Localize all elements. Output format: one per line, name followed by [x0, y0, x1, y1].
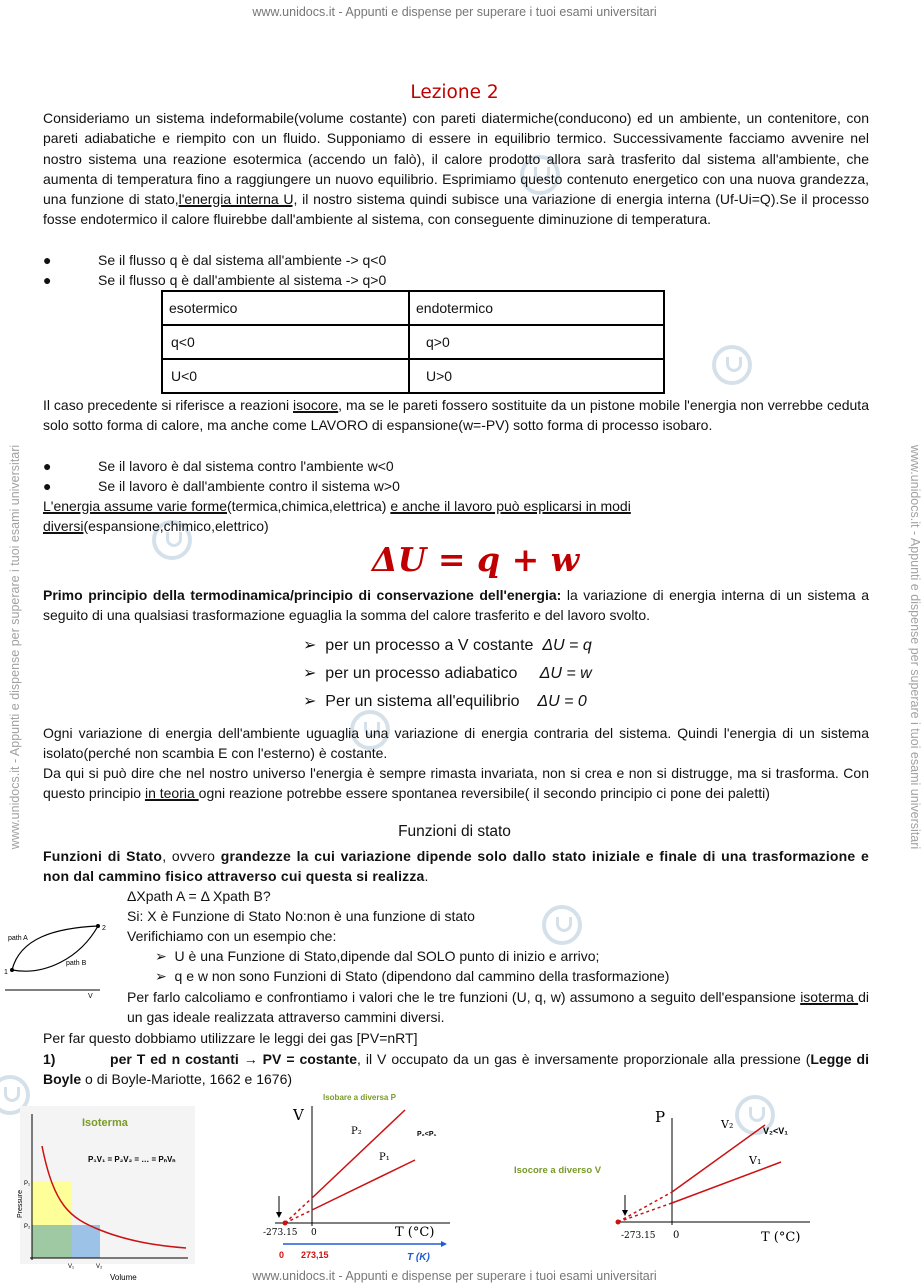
kelvin-axis-label: T (K): [407, 1252, 430, 1263]
gas-laws-line: Per far questo dobbiamo utilizzare le leggi dei gas [PV=nRT]: [43, 1030, 418, 1046]
isotherm-title: Isoterma: [82, 1117, 128, 1129]
table-cell: endotermico: [409, 291, 664, 325]
isotherm-equation: P₁V₁ = P₂V₂ = … = PₙVₙ: [88, 1155, 176, 1164]
isobar-note: P₂<P₁: [417, 1131, 437, 1138]
energy-forms-paragraph: L'energia assume varie forme(termica,chimica,elettrica) e anche il lavoro può esplicarsi in modi diversi(espansione,chimico,elettrico): [43, 498, 631, 535]
state-function-answer: Si: X è Funzione di Stato No:non è una funzione di stato: [127, 908, 475, 924]
isobar-zero-label: 0: [311, 1228, 317, 1238]
isocore-paragraph: Il caso precedente si riferisce a reazioni isocore, ma se le pareti fossero sostituite da un pistone mobile l'energia non verrebbe ceduta solo sotto forma di calore, ma anche come LAVORO di espansione(w=-PV) sotto forma di processo isobaro.: [43, 397, 869, 434]
isobar-tzero-label: -273.15: [263, 1228, 298, 1238]
isochore-t-axis: T (°C): [761, 1230, 801, 1245]
p2-label: P₂: [24, 1224, 31, 1230]
table-cell: U>0: [409, 359, 664, 393]
calc-paragraph: Per farlo calcoliamo e confrontiamo i valori che le tre funzioni (U, q, w) assumono a seguito dell'espansione isoterma di un gas ideale realizzata attraverso cammini diversi.: [127, 989, 869, 1026]
isochore-v1-label: V₁: [749, 1154, 762, 1167]
table-cell: q<0: [162, 325, 409, 359]
footer-watermark: www.unidocs.it - Appunti e dispense per superare i tuoi esami universitari: [252, 1269, 657, 1283]
v-label: V: [88, 993, 93, 1000]
isochore-tzero-label: -273.15: [621, 1231, 656, 1241]
isobar-v-axis: V: [293, 1106, 304, 1124]
left-watermark: www.unidocs.it - Appunti e dispense per superare i tuoi esami universitari: [8, 444, 22, 850]
kelvin-27315-label: 273,15: [301, 1250, 329, 1260]
first-law-formula: ΔU = q + w: [372, 540, 580, 579]
case-item: ➢ per un processo a V costante ΔU = q: [303, 637, 592, 654]
isobar-chart: [255, 1088, 455, 1263]
right-watermark: www.unidocs.it - Appunti e dispense per superare i tuoi esami universitari: [908, 444, 922, 850]
point-2-label: 2: [102, 925, 106, 932]
first-principle-paragraph: Primo principio della termodinamica/principio di conservazione dell'energia: la variazione di energia interna di un sistema a seguito di una qualsiasi trasformazione eguaglia la somma del calore trasferito e del lavoro svolto.: [43, 587, 869, 624]
isochore-note: V₂<V₁: [763, 1126, 788, 1136]
page-title: Lezione 2: [410, 82, 499, 103]
list-item: ➢ U è una Funzione di Stato,dipende dal SOLO punto di inizio e arrivo;: [155, 948, 600, 964]
path-diagram: [0, 918, 108, 1000]
pressure-axis-label: Pressure: [17, 1189, 24, 1218]
path-a-label: path A: [8, 935, 28, 942]
table-cell: U<0: [162, 359, 409, 393]
isotherm-chart: [10, 1106, 200, 1284]
isobar-t-axis: T (°C): [395, 1225, 435, 1240]
point-1-label: 1: [4, 969, 8, 976]
p1-label: P₁: [24, 1181, 31, 1187]
isochore-zero-label: 0: [673, 1230, 680, 1241]
verify-line: Verifichiamo con un esempio che:: [127, 928, 337, 944]
isochore-title: Isocore a diverso V: [514, 1165, 602, 1176]
volume-axis-label: Volume: [110, 1273, 137, 1282]
universe-paragraph: Da qui si può dire che nel nostro universo l'energia è sempre rimasta invariata, non si crea e non si distrugge, ma si trasforma. Con questo principio in teoria ogni reazione potrebbe essere spontanea reversibile( il secondo principio ci pone dei paletti): [43, 765, 869, 802]
energy-sign-table: [161, 290, 665, 394]
v2-label: V₂: [96, 1264, 103, 1270]
isolated-system-paragraph: Ogni variazione di energia dell'ambiente uguaglia una variazione di energia contraria del sistema. Quindi l'energia di un sistema isolato(perché non scambia E con l'esterno) è costante.: [43, 725, 869, 762]
kelvin-zero-label: 0: [279, 1250, 285, 1260]
isobar-p1-label: P₁: [379, 1152, 390, 1163]
path-question: ΔXpath A = Δ Xpath B?: [127, 888, 271, 904]
state-function-definition: Funzioni di Stato, ovvero grandezze la cui variazione dipende solo dallo stato iniziale e finale di una trasformazione e non dal cammino fisico attraverso cui questa si realizza.: [43, 848, 869, 885]
list-item: ➢ q e w non sono Funzioni di Stato (dipendono dal cammino della trasformazione): [155, 968, 670, 984]
case-item: ➢ Per un sistema all'equilibrio ΔU = 0: [303, 693, 587, 710]
table-cell: esotermico: [162, 291, 409, 325]
intro-paragraph: Consideriamo un sistema indeformabile(volume costante) con pareti diatermiche(conducono) ed un ambiente, un contenitore, con pareti adiabatiche e riempito con un fluido. Supponiamo di essere in equilibrio termico. Successivamente facciamo avvenire nel nostro sistema una reazione esotermica (accendo un falò), il calore prodotto allora sarà trasferito dal sistema all'ambiente, che aumenta di temperatura fino a raggiungere un nuovo equilibrio. Esprimiamo questo contenuto energetico con una nuova grandezza, una funzione di stato,l'energia interna U, il nostro sistema quindi subisce una variazione di energia interna (Uf-Ui=Q).Se il processo fosse endotermico il calore fluirebbe dall'ambiente al sistema, con conseguente diminuzione di temperatura.: [43, 110, 869, 228]
isobar-title: Isobare a diversa P: [323, 1093, 396, 1102]
v1-label: V₁: [68, 1264, 75, 1270]
section-title: Funzioni di stato: [398, 823, 511, 840]
isochore-p-axis: P: [655, 1108, 666, 1126]
boyle-law-paragraph: 1) per T ed n costanti → PV = costante, il V occupato da un gas è inversamente proporzionale alla pressione (Legge di Boyle o di Boyle-Mariotte, 1662 e 1676): [43, 1051, 869, 1088]
isobar-p2-label: P₂: [351, 1126, 362, 1137]
unidocs-logo-icon: [542, 905, 582, 945]
unidocs-logo-icon: [712, 345, 752, 385]
path-b-label: path B: [66, 960, 87, 967]
case-item: ➢ per un processo adiabatico ΔU = w: [303, 665, 592, 682]
isochore-chart: [615, 1100, 815, 1250]
header-watermark: www.unidocs.it - Appunti e dispense per superare i tuoi esami universitari: [252, 5, 657, 19]
table-cell: q>0: [409, 325, 664, 359]
isochore-v2-label: V₂: [721, 1118, 734, 1131]
